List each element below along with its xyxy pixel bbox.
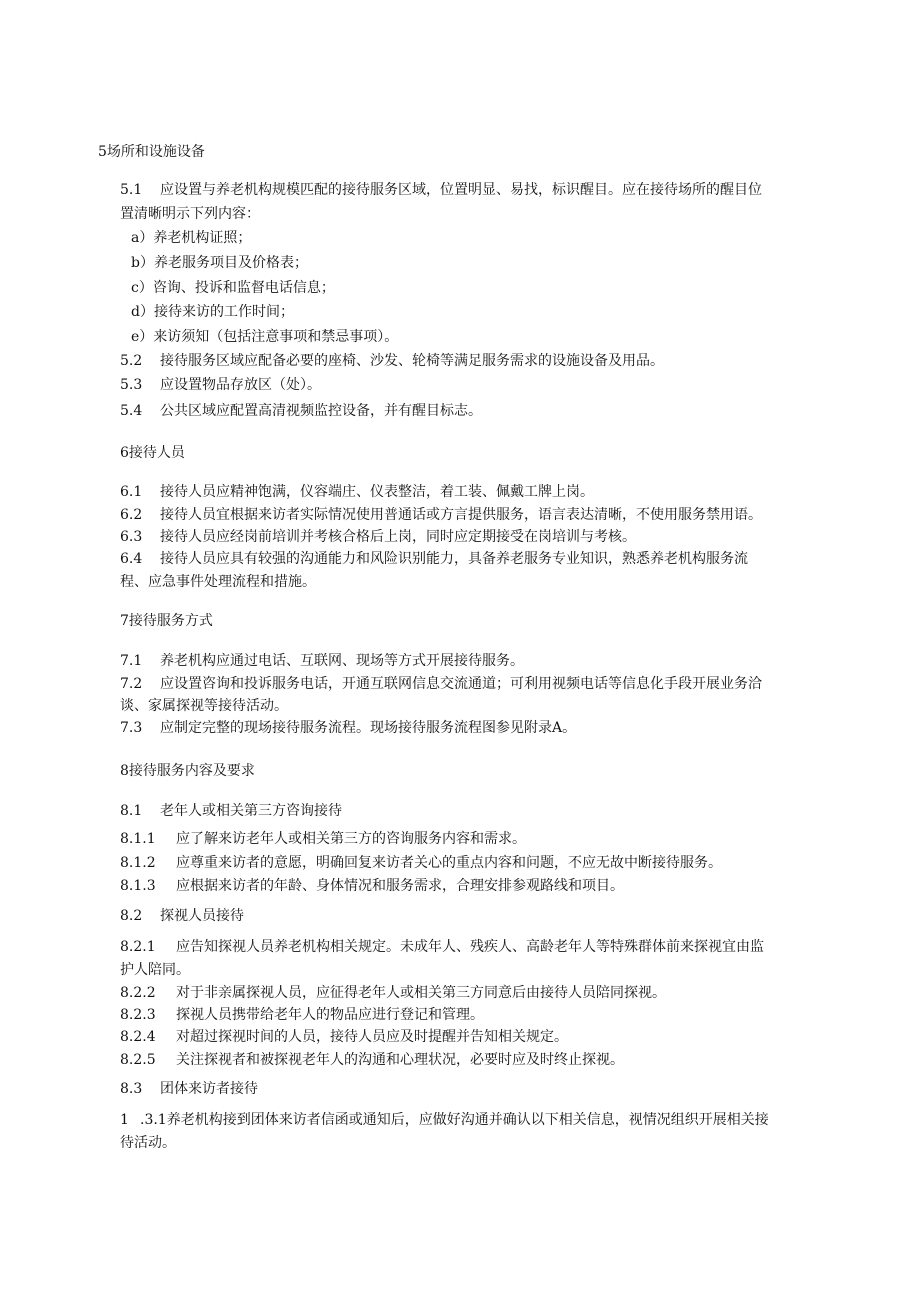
clause-number: 1 bbox=[120, 1112, 129, 1128]
clause-number: 8.2.3 bbox=[120, 1007, 156, 1023]
clause-text: 应设置咨询和投诉服务电话，开通互联网信息交流通道；可利用视频电话等信息化手段开展业务洽 bbox=[160, 676, 762, 692]
clause-text: 应尊重来访者的意愿，明确回复来访者关心的重点内容和问题，不应无故中断接待服务。 bbox=[176, 855, 722, 871]
clause-number: 8.2.2 bbox=[120, 985, 156, 1001]
list-item: d）接待来访的工作时间； bbox=[131, 304, 294, 320]
clause-8-2-1-continued: 护人陪同。 bbox=[120, 962, 190, 978]
clause-number: 6.2 bbox=[120, 507, 143, 523]
clause-number: 8.1.3 bbox=[120, 878, 156, 894]
clause-number: 7.1 bbox=[120, 653, 143, 669]
clause-8-3-1 bbox=[120, 1110, 769, 1130]
clause-8-2-4 bbox=[120, 1027, 568, 1047]
clause-7-1 bbox=[120, 651, 524, 671]
list-item: a）养老机构证照； bbox=[131, 230, 252, 246]
clause-text: .3.1养老机构接到团体来访者信函或通知后，应做好沟通并确认以下相关信息，视情况组织开展相关接 bbox=[140, 1112, 769, 1128]
clause-number: 8.1.2 bbox=[120, 855, 156, 871]
clause-text: 团体来访者接待 bbox=[160, 1081, 258, 1097]
clause-6-4 bbox=[120, 549, 748, 569]
clause-text: 探视人员接待 bbox=[160, 908, 244, 924]
clause-8-1-2 bbox=[120, 853, 722, 873]
clause-number: 7.3 bbox=[120, 720, 143, 736]
clause-text: 应告知探视人员养老机构相关规定。未成年人、残疾人、高龄老年人等特殊群体前来探视宜由监 bbox=[176, 939, 764, 955]
list-item: b）养老服务项目及价格表； bbox=[131, 255, 308, 271]
clause-5-1 bbox=[120, 180, 762, 200]
clause-text: 应设置物品存放区（处）。 bbox=[160, 377, 321, 393]
section-heading-5: 5场所和设施设备 bbox=[98, 144, 205, 160]
clause-text: 应了解来访老年人或相关第三方的咨询服务内容和需求。 bbox=[176, 831, 526, 847]
clause-text: 对于非亲属探视人员，应征得老年人或相关第三方同意后由接待人员陪同探视。 bbox=[176, 985, 666, 1001]
clause-number: 8.3 bbox=[120, 1081, 143, 1097]
clause-number: 5.2 bbox=[120, 353, 143, 369]
clause-text: 养老机构应通过电话、互联网、现场等方式开展接待服务。 bbox=[160, 653, 524, 669]
clause-text: 接待人员应精神饱满，仪容端庄、仪表整洁，着工装、佩戴工牌上岗。 bbox=[160, 484, 594, 500]
clause-number: 6.1 bbox=[120, 484, 143, 500]
clause-text: 关注探视者和被探视老年人的沟通和心理状况，必要时应及时终止探视。 bbox=[176, 1052, 624, 1068]
clause-8-2-3 bbox=[120, 1005, 484, 1025]
clause-8-1 bbox=[120, 801, 342, 821]
clause-8-2-5 bbox=[120, 1050, 624, 1070]
clause-number: 5.3 bbox=[120, 377, 143, 393]
clause-5-1-continued: 置清晰明示下列内容： bbox=[120, 206, 260, 222]
clause-text: 接待人员应经岗前培训并考核合格后上岗，同时应定期接受在岗培训与考核。 bbox=[160, 529, 636, 545]
clause-5-2 bbox=[120, 351, 664, 371]
list-item: c）咨询、投诉和监督电话信息； bbox=[131, 280, 335, 296]
clause-6-3 bbox=[120, 527, 636, 547]
clause-text: 接待人员宜根据来访者实际情况使用普通话或方言提供服务，语言表达清晰，不使用服务禁用语。 bbox=[160, 507, 762, 523]
list-item: e）来访须知（包括注意事项和禁忌事项）。 bbox=[131, 329, 399, 345]
clause-6-4-continued: 程、应急事件处理流程和措施。 bbox=[120, 574, 316, 590]
clause-8-3-1-continued: 待活动。 bbox=[120, 1135, 176, 1151]
clause-text: 对超过探视时间的人员，接待人员应及时提醒并告知相关规定。 bbox=[176, 1029, 568, 1045]
section-heading-6: 6接待人员 bbox=[120, 445, 185, 461]
clause-number: 5.1 bbox=[120, 182, 143, 198]
section-heading-7: 7接待服务方式 bbox=[120, 613, 213, 629]
clause-text: 应制定完整的现场接待服务流程。现场接待服务流程图参见附录A。 bbox=[160, 720, 577, 736]
clause-7-2-continued: 谈、家属探视等接待活动。 bbox=[120, 698, 288, 714]
clause-text: 老年人或相关第三方咨询接待 bbox=[160, 803, 342, 819]
clause-number: 8.1 bbox=[120, 803, 143, 819]
clause-number: 8.2.5 bbox=[120, 1052, 156, 1068]
clause-8-1-3 bbox=[120, 876, 624, 896]
clause-8-2-1 bbox=[120, 937, 764, 957]
clause-text: 探视人员携带给老年人的物品应进行登记和管理。 bbox=[176, 1007, 484, 1023]
clause-7-3 bbox=[120, 718, 576, 738]
clause-7-2 bbox=[120, 674, 762, 694]
clause-number: 8.2.4 bbox=[120, 1029, 156, 1045]
clause-number: 8.2 bbox=[120, 908, 143, 924]
clause-5-4 bbox=[120, 401, 482, 421]
clause-text: 应根据来访者的年龄、身体情况和服务需求，合理安排参观路线和项目。 bbox=[176, 878, 624, 894]
clause-number: 6.3 bbox=[120, 529, 143, 545]
clause-8-2 bbox=[120, 906, 244, 926]
clause-text: 应设置与养老机构规模匹配的接待服务区域，位置明显、易找，标识醒目。应在接待场所的醒目位 bbox=[160, 182, 762, 198]
clause-number: 5.4 bbox=[120, 403, 143, 419]
clause-number: 8.2.1 bbox=[120, 939, 156, 955]
clause-6-2 bbox=[120, 505, 762, 525]
clause-text: 接待人员应具有较强的沟通能力和风险识别能力，具备养老服务专业知识，熟悉养老机构服务流 bbox=[160, 551, 748, 567]
clause-text: 接待服务区域应配备必要的座椅、沙发、轮椅等满足服务需求的设施设备及用品。 bbox=[160, 353, 664, 369]
clause-6-1 bbox=[120, 482, 594, 502]
clause-number: 8.1.1 bbox=[120, 831, 156, 847]
clause-text: 公共区域应配置高清视频监控设备，并有醒目标志。 bbox=[160, 403, 482, 419]
clause-number: 7.2 bbox=[120, 676, 143, 692]
section-heading-8: 8接待服务内容及要求 bbox=[120, 763, 255, 779]
clause-number: 6.4 bbox=[120, 551, 143, 567]
clause-8-3 bbox=[120, 1079, 258, 1099]
clause-8-2-2 bbox=[120, 983, 666, 1003]
clause-8-1-1 bbox=[120, 829, 526, 849]
clause-5-3 bbox=[120, 375, 321, 395]
